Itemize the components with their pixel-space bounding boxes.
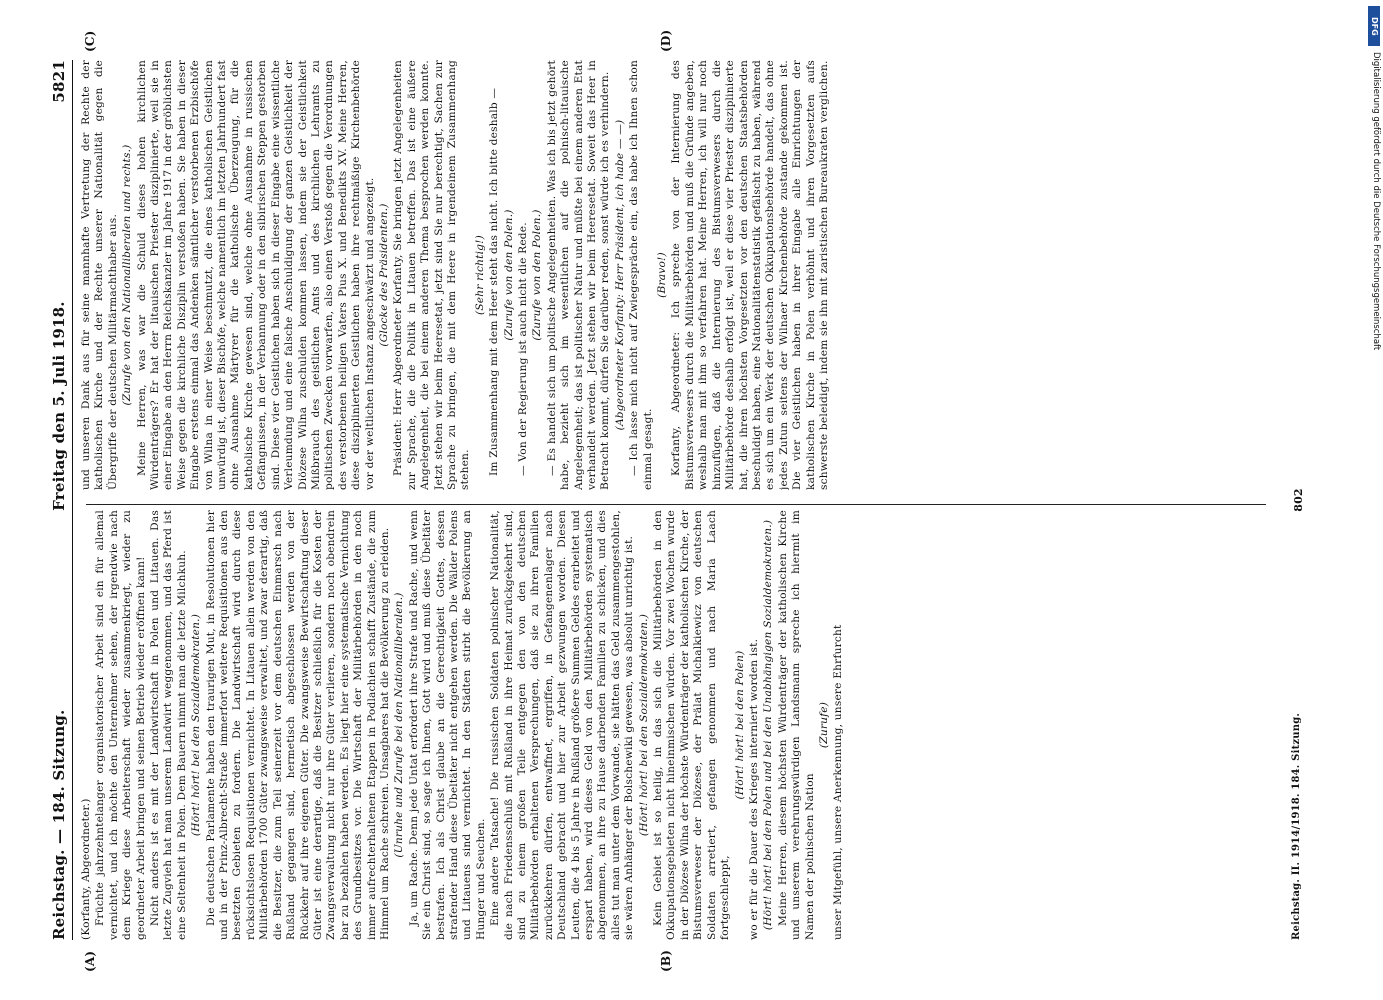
interjection: (Hört! hört! bei den Polen) [733,650,746,800]
right-column [80,60,1280,490]
margin-marker-d: (D) [659,29,673,52]
dfg-sidebar [1365,0,1383,1000]
interjection: (Glocke des Präsidenten.) [377,203,390,347]
dfg-logo-icon: DFG [1368,6,1380,46]
page-footer-number: 802 [1292,488,1305,512]
interjection: (Hört! hört! bei den Sozialdemokraten.) [637,613,650,837]
interjection: (Abgeordneter Korfanty: Herr Präsident, ich habe — —) [613,119,626,431]
paragraph: Meine Herren, was war die Schuld dieses hohen kirchlichen Würdenträgers? Er hat der litauischen Priester disziplinierte, weil sie in einer Eingabe an den Herrn Reichskanzler im Jahre 1917 in der gröblichsten Weise gegen die kirchliche Disziplin verstoßen haben. Sie haben in dieser Eingabe erstens einmal das Andenken sämtlicher verstorbenen Erzbischöfe von Wilna in einer Weise beschmutzt, die eines katholischen Geistlichen unwürdig ist, dieser Bischöfe, welche namentlich im letzten Jahrhundert fast ohne Ausnahme Märtyrer für die katholische Überzeugung, für die katholische Kirche gewesen sind, welche ohne Ausnahme in russischen Gefängnissen, in der Verbannung oder in den sibirischen Steppen gestorben sind. Diese vier Geistlichen haben sich in dieser Eingabe eine wissentliche Verleumdung und eine falsche Anschuldigung der ganzen Geistlichkeit der Diözese Wilna zuschulden kommen lassen, indem sie der Geistlichkeit Mißbrauch des geistlichen Amts und des kirchlichen Lehramts zu politischen Zwecken vorwarfen, also einen Verstoß gegen die Verordnungen des verstorbenen heiligen Vaters Pius X. und Benedikts XV. Meine Herren, diese disziplinierten Geistlichen haben ihre rechtmäßige Kirchenbehörde vor der weltlichen Instanz angeschwärzt und angezeigt. [135,60,376,490]
page-footer-source: Reichstag. II. 1914/1918. 184. Sitzung. [1291,712,1302,940]
paragraph: unser Mitgefühl, unsere Anerkennung, unsere Ehrfurcht [832,624,845,940]
paragraph: und unseren Dank aus für seine mannhafte Vertretung der Rechte der katholischen Kirche und der Rechte unserer Nationalität gegen die Übergriffe der deutschen Militärmachthaber aus. [80,60,119,490]
interjection: (Unruhe und Zurufe bei den Nationalliberalen.) [393,592,406,858]
interjection: (Bravo!) [656,252,669,298]
paragraph: wo er für die Dauer des Krieges interniert worden ist. [747,638,760,940]
paragraph: — Es handelt sich um politische Angelegenheiten. Was ich bis jetzt gehört habe, bezieht sich im wesentlichen auf die polnisch-litauische Angelegenheit; das ist politischer Natur und müßte bei einem anderen Etat verhandelt werden. Jetzt stehen wir beim Heeresetat. Soweit das Heer in Betracht kommt, dürfen Sie darüber reden, sonst würde ich es verhindern. [545,60,612,490]
paragraph: (Korfanty, Abgeordneter.) [80,798,92,940]
interjection: (Zurufe von den Polen.) [531,209,544,341]
page-header [48,60,73,940]
paragraph: Früchte jahrzehntelanger organisatorischer Arbeit sind ein für allemal vernichtet, und ich möchte den Unternehmer sehen, der irgendwie nach dem Kriege diese Arbeiterschaft wieder zusammenkriegt, wieder zu geordneter Arbeit bringen und seinen Betrieb wieder eröffnen kann! [94,510,147,940]
paragraph: Meine Herren, diesem höchsten Würdenträger der katholischen Kirche und unserem verehrungswürdigen Landsmann spreche ich hiermit im Namen der polnischen Nation [776,510,816,940]
margin-marker-a: (A) [83,950,97,972]
interjection: (Zurufe von den Nationalliberalen und rechts.) [121,144,134,406]
paragraph: Im Zusammenhang mit dem Heer steht das nicht. Ich bitte deshalb — [488,87,501,476]
margin-marker-b: (B) [659,949,673,972]
interjection: (Sehr richtig!) [473,235,486,315]
interjection: (Hört! hört! bei den Sozialdemokraten.) [190,613,203,837]
paragraph: — Von der Regierung ist auch nicht die Rede. [517,222,529,476]
paragraph: Präsident: Herr Abgeordneter Korfanty, Sie bringen jetzt Angelegenheiten zur Sprache, die die Politik in Litauen betreffen. Das ist eine äußere Angelegenheit, die bei einem anderen Thema besprochen werden konnte. Jetzt stehen wir beim Heeresetat, jetzt sind Sie nur berechtigt, Sachen zur Sprache zu bringen, die mit dem Heere in irgendeinem Zusammenhang stehen. [392,60,472,490]
margin-marker-c: (C) [83,30,97,52]
paragraph: Nicht anders ist es mit der Landwirtschaft in Polen und Litauen. Das letzte Zugvieh hat man unserem Landwirt weggenommen, und das Pferd ist eine Seltenheit in Polen. Dem Bauern nimmt man die letzte Milchkuh. [149,510,188,940]
paragraph: Kein Gebiet ist so heilig, in das sich die Militärbehörden in den Okkupationsgebieten nicht hineinmischen würden. Vor zwei Wochen wurde in der Diözese Wilna der höchste Würdenträger der katholischen Kirche, der Bistumsverweser der Diözese, der Prälat Michalkiewicz von deutschen Soldaten arretiert, gefangen genommen und nach Maria Laach fortgeschleppt, [652,510,732,940]
left-column [80,510,1280,940]
paragraph: — Ich lasse mich nicht auf Zwiegespräche ein, das habe ich Ihnen schon einmal gesagt. [628,60,654,490]
interjection: (Zurufe) [817,701,830,749]
interjection: (Hört! hört! bei den Polen und bei den Unabhängigen Sozialdemokraten.) [762,519,775,931]
paragraph: Die deutschen Parlamente haben den traurigen Mut, in Resolutionen hier und in der Prinz-Albrecht-Straße immerfort weitere Requisitionen aus den besetzten Gebieten zu fordern. Die Landwirtschaft wird durch diese rücksichtslosen Requisitionen vernichtet. In Litauen allein werden von den Militärbehörden 1700 Güter zwangsweise verwaltet, und zwar derartig, daß die Besitzer, die zum Teil seinerzeit vor dem deutschen Einmarsch nach Rußland gegangen sind, hermetisch abgeschlossen werden von der Rückkehr auf ihre eigenen Güter. Die zwangsweise Bewirtschaftung dieser Güter ist eine derartige, daß die Besitzer schließlich für die Kosten der Zwangsverwaltung nicht nur ihre Güter verlieren, sondern noch obendrein bar zu bezahlen haben werden. Es liegt hier eine systematische Vernichtung des Grundbesitzes vor. Die Wirtschaft der Militärbehörden in den noch immer aufrechterhaltenen Etappen in Podlachien schafft Zustände, die zum Himmel um Rache schreien. Unsagbares hat die Bevölkerung zu erleiden. [204,510,391,940]
interjection: (Zurufe von den Polen.) [502,209,515,341]
paragraph: Eine andere Tatsache! Die russischen Soldaten polnischer Nationalität, die nach Friedensschluß mit Rußland in ihre Heimat zurückgekehrt sind, sind zu einem großen Teile entgegen den von den deutschen Militärbehörden erhaltenen Versprechungen, daß sie zu ihren Familien zurückkehren dürfen, entwaffnet, ergriffen, in Gefangenenlager nach Deutschland gebracht und hier zur Arbeit gezwungen worden. Diesen Leuten, die 4 bis 5 Jahre in Rußland größere Summen Geldes erarbeitet und erspart haben, wird dieses Geld von den Militärbehörden systematisch abgenommen, an ihre zu Hause darbenden Familien zu schicken, und dies alles tut man unter dem Vorwande, sie hätten das Geld zusammengestohlen, sie wären Anhänger der Bolschewiki gewesen, was absolut unrichtig ist. [489,510,636,940]
header-session: Reichstag. — 184. Sitzung. [50,709,69,940]
digitization-credit: Digitalisierung gefördert durch die Deutsche Forschungsgemeinschaft [1371,52,1381,351]
paragraph: Korfanty, Abgeordneter: Ich spreche von der Internierung des Bistumsverwesers durch die Militärbehörden und muß die Gründe angeben, weshalb man mit ihm so verfahren hat. Meine Herren, ich will nur noch hinzufügen, daß die Internierung des Bistumsverwesers durch die Militärbehörde deshalb erfolgt ist, weil er diese vier Priester disziplinierte hat, die ihren höchsten Vorgesetzten vor den deutschen Staatsbehörden beschuldigt haben, eine Nationalitätenstatistik gefälscht zu haben, während es sich um ein Werk der deutschen Okkupationsbehörde handelt, das ohne jedes Zutun seitens der Wilnaer Kirchenbehörde zustande gekommen ist. Die vier Geistlichen haben in ihrer Eingabe alle Einrichtungen der katholischen Kirche in Polen verhöhnt und ihren Vorgesetzten aufs schwerste beleidigt, indem sie ihn mit zaristischen Bureaukraten verglichen. [670,60,830,490]
paragraph: Ja, um Rache. Denn jede Untat erfordert ihre Strafe und Rache, und wenn Sie ein Christ sind, so sage ich Ihnen, Gott wird und muß diese Übeltäter bestrafen. Ich als Christ glaube an die Gerechtigkeit Gottes, dessen strafender Hand diese Übeltäter nicht entgehen werden. Die Wälder Polens und Litauens sind vernichtet. In den Städten stirbt die Bevölkerung an Hunger und Seuchen. [407,510,487,940]
header-date: Freitag den 5. Juli 1918. [50,301,69,511]
column-divider [86,504,1266,505]
header-page-number: 5821 [50,60,69,103]
